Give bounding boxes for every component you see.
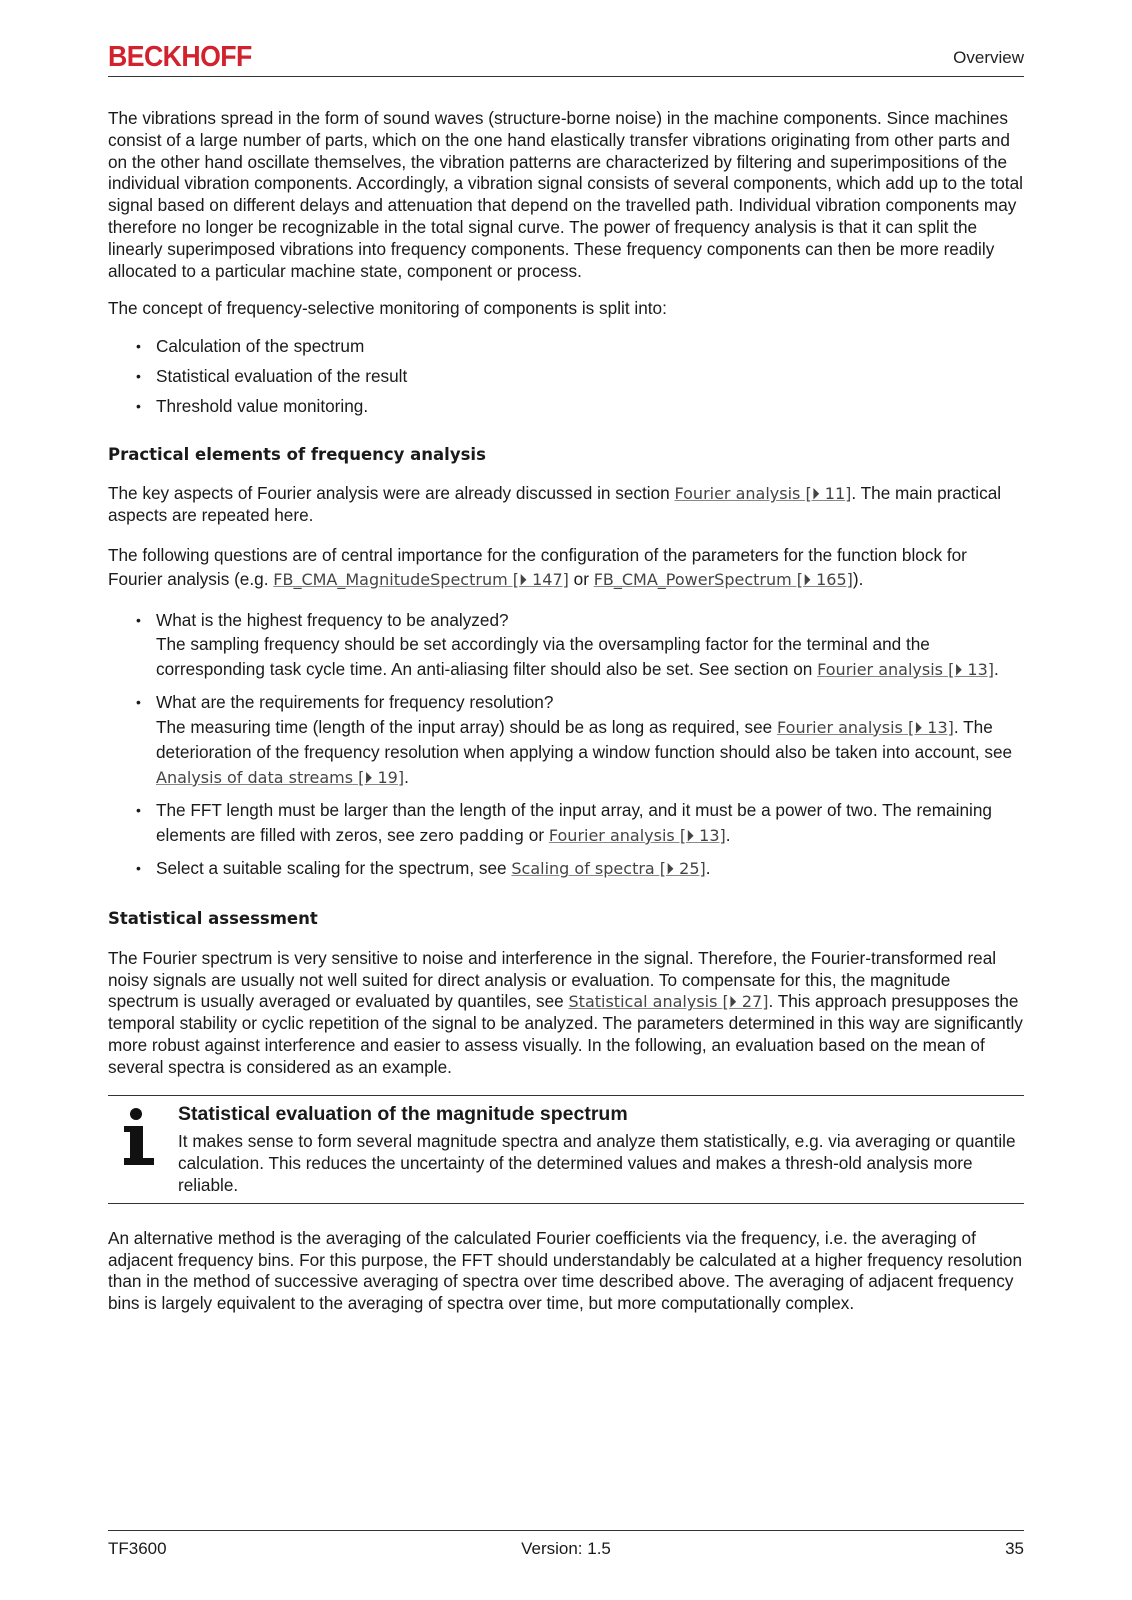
- page-footer: [108, 1530, 1024, 1563]
- info-note: [108, 1095, 1024, 1204]
- statistical-heading: Statistical assessment: [108, 908, 318, 928]
- note-text: It makes sense to form several magnitude spectra and analyze them statistically, e.g. via averaging or quantile calculation. This reduces the uncertainty of the determined values and makes a thresh-old analysis more reliable.: [178, 1131, 1016, 1195]
- question-answer: [156, 715, 1024, 791]
- text-run: .: [994, 658, 999, 679]
- text-run: . The deterioration of the frequency resolution when applying a window function should also be taken into account, see: [156, 716, 1013, 763]
- text-run: or: [524, 824, 549, 845]
- section-title: Overview: [953, 48, 1024, 67]
- practical-heading: Practical elements of frequency analysis: [108, 444, 486, 464]
- question-title: • What are the requirements for frequency resolution?: [156, 692, 554, 713]
- text-run: . This approach presupposes the temporal stability or cyclic repetition of the signal to be analyzed. The parameters determined in this way are significantly more robust against interference and easier to assess visually. In the following, an evaluation based on the mean of several spectra is considered as an example.: [108, 991, 1023, 1077]
- questions-list: [108, 608, 1024, 882]
- concept-list: [108, 336, 1024, 417]
- list-item: [108, 690, 1024, 790]
- statistical-paragraph: [108, 948, 1024, 1079]
- link-power-spectrum[interactable]: FB_CMA_PowerSpectrum [⏵ 165]: [593, 569, 853, 589]
- text-run: . The main practical aspects are repeated here.: [108, 483, 1002, 526]
- link-magnitude-spectrum[interactable]: FB_CMA_MagnitudeSpectrum [⏵ 147]: [273, 569, 569, 589]
- text-run: Select a suitable scaling for the spectrum, see: [156, 858, 512, 879]
- page-header: [108, 40, 1024, 77]
- beckhoff-logo: BECKHOFF: [108, 41, 252, 73]
- practical-paragraph-1: [108, 483, 1024, 527]
- link-statistical-analysis[interactable]: Statistical analysis [⏵ 27]: [568, 992, 769, 1012]
- text-run: The FFT length must be larger than the length of the input array, and it must be a power of two. The remaining elements are filled with zeros, see: [156, 800, 992, 845]
- text-run: The sampling frequency should be set accordingly via the oversampling factor for the terminal and the corresponding task cycle time. An anti-aliasing filter should also be set. See section on: [156, 634, 930, 679]
- practical-paragraph-2: [108, 543, 1024, 592]
- version-label: Version: 1.5: [521, 1539, 611, 1558]
- product-name: TF3600: [108, 1539, 167, 1558]
- code-term: zero padding: [419, 825, 525, 845]
- list-item: [108, 608, 1024, 683]
- link-fourier-analysis-13[interactable]: Fourier analysis [⏵ 13]: [548, 825, 726, 845]
- list-item: [108, 798, 1024, 848]
- question-answer: [156, 632, 1024, 682]
- link-analysis-data-streams[interactable]: Analysis of data streams [⏵ 19]: [156, 767, 405, 787]
- note-title: Statistical evaluation of the magnitude spectrum: [178, 1102, 628, 1125]
- list-item: • Statistical evaluation of the result: [108, 366, 1024, 388]
- concept-paragraph: The concept of frequency-selective monitoring of components is split into:: [108, 298, 667, 319]
- page-content: [108, 108, 1024, 1331]
- closing-paragraph: An alternative method is the averaging of the calculated Fourier coefficients via the frequency, i.e. the averaging of adjacent frequency bins. For this purpose, the FFT should understandably be calculated at a higher frequency resolution than in the method of successive averaging of spectra over time described above. The averaging of adjacent frequency bins is largely equivalent to the averaging of spectra over time, but more computationally complex.: [108, 1227, 1023, 1314]
- question-title: • What is the highest frequency to be analyzed?: [156, 609, 509, 630]
- intro-paragraph: The vibrations spread in the form of sound waves (structure-borne noise) in the machine components. Since machines consist of a large number of parts, which on the one hand elastically transfer vibrations originating from other parts and on the other hand oscillate themselves, the vibration patterns are characterized by filtering and superimpositions of the individual vibration components. Accordingly, a vibration signal consists of several components, which add up to the total signal based on different delays and attenuation that depend on the travelled path. Individual vibration components may therefore no longer be recognizable in the total signal curve. The power of frequency analysis is that it can split the linearly superimposed vibrations into frequency components. These frequency components can then be more readily allocated to a particular machine state, component or process.: [108, 108, 1023, 281]
- info-icon: [122, 1108, 158, 1168]
- page-number: 35: [1005, 1539, 1024, 1558]
- text-run: The measuring time (length of the input array) should be as long as required, see: [156, 716, 778, 737]
- list-item: • Calculation of the spectrum: [108, 336, 1024, 358]
- link-fourier-analysis-11[interactable]: Fourier analysis [⏵ 11]: [674, 484, 852, 504]
- text-run: .: [725, 824, 731, 845]
- link-fourier-analysis-13[interactable]: Fourier analysis [⏵ 13]: [817, 659, 995, 679]
- text-run: .: [705, 858, 711, 879]
- text-run: ).: [852, 568, 864, 589]
- text-run: The Fourier spectrum is very sensitive to noise and interference in the signal. Therefore, the Fourier-transformed real noisy signals are usually not well suited for direct analysis or evaluation. To compensate for this, the magnitude spectrum is usually averaged or evaluated by quantiles, see: [108, 947, 997, 1012]
- link-fourier-analysis-13[interactable]: Fourier analysis [⏵ 13]: [777, 717, 954, 737]
- text-run: The following questions are of central importance for the configuration of the parameters for the function block for Fourier analysis (e.g.: [108, 544, 967, 589]
- list-item: • Threshold value monitoring.: [108, 396, 1024, 418]
- text-run: .: [404, 766, 409, 787]
- link-scaling-of-spectra[interactable]: Scaling of spectra [⏵ 25]: [511, 859, 706, 879]
- text-run: The key aspects of Fourier analysis were are already discussed in section: [108, 483, 675, 504]
- text-run: or: [568, 568, 594, 589]
- list-item: [108, 856, 1024, 882]
